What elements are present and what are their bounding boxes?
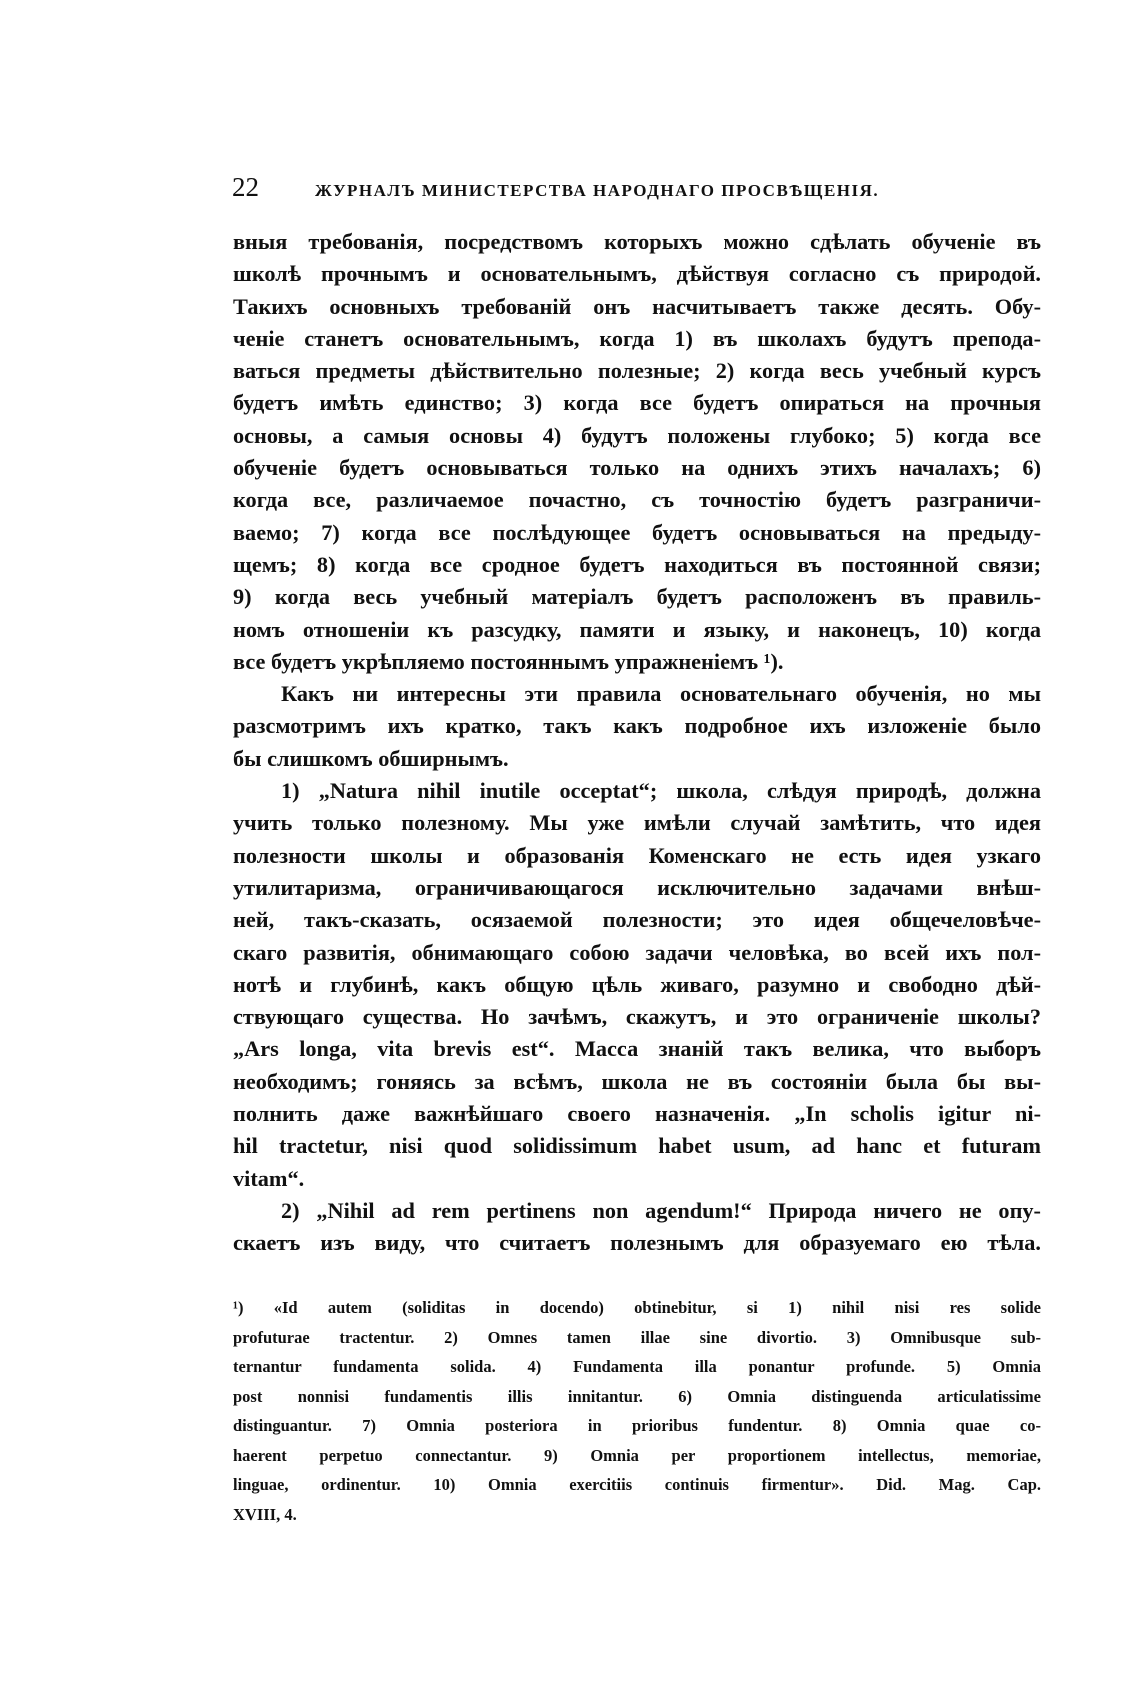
footnote-line: haerent perpetuo connectantur. 9) Omnia per proportionem intellectus, memoriae,	[233, 1445, 1041, 1465]
text-line: нотѣ и глубинѣ, какъ общую цѣль живаго, разумно и свободно дѣй-	[233, 971, 1041, 997]
text-line: 1) „Natura nihil inutile occeptat“; школа, слѣдуя природѣ, должна	[281, 778, 1041, 804]
text-line: щемъ; 8) когда все сродное будетъ находиться въ постоянной связи;	[233, 551, 1041, 577]
text-line: необходимъ; гоняясь за всѣмъ, школа не въ состояніи была бы вы-	[233, 1068, 1041, 1094]
text-line: 2) „Nihil ad rem pertinens non agendum!“ Природа ничего не опу-	[281, 1197, 1041, 1223]
text-line: утилитаризма, ограничивающагося исключительно задачами внѣш-	[233, 874, 1041, 900]
text-line: „Ars longa, vita brevis est“. Масса знаній такъ велика, что выборъ	[233, 1036, 1041, 1062]
text-line: все будетъ укрѣпляемо постояннымъ упражненіемъ ¹).	[233, 648, 784, 674]
text-line: будетъ имѣть единство; 3) когда все будетъ опираться на прочныя	[233, 390, 1041, 416]
text-line: ваемо; 7) когда все послѣдующее будетъ основываться на предыду-	[233, 519, 1041, 545]
body-text	[233, 226, 1041, 1260]
text-line: Какъ ни интересны эти правила основательнаго обученія, но мы	[281, 681, 1041, 707]
footnote-line: post nonnisi fundamentis illis innitantur. 6) Omnia distinguenda articulatissime	[233, 1386, 1041, 1406]
text-line: номъ отношеніи къ разсудку, памяти и языку, и наконецъ, 10) когда	[233, 616, 1041, 642]
footnote-line: XVIII, 4.	[233, 1504, 297, 1524]
text-line: Такихъ основныхъ требованій онъ насчитываетъ также десять. Обу-	[233, 293, 1041, 319]
running-title: ЖУРНАЛЪ МИНИСТЕРСТВА НАРОДНАГО ПРОСВѢЩЕНІЯ.	[315, 181, 880, 200]
text-line: обученіе будетъ основываться только на однихъ этихъ началахъ; 6)	[233, 455, 1041, 481]
text-line: вныя требованія, посредствомъ которыхъ можно сдѣлать обученіе въ	[233, 229, 1041, 254]
text-line: ченіе станетъ основательнымъ, когда 1) въ школахъ будутъ препода-	[233, 325, 1041, 351]
text-line: школѣ прочнымъ и основательнымъ, дѣйствуя согласно съ природой.	[233, 261, 1041, 287]
text-line: скаетъ изъ виду, что считаетъ полезнымъ для образуемаго ею тѣла.	[233, 1230, 1041, 1256]
text-line: ствующаго существа. Но зачѣмъ, скажутъ, и это ограниченіе школы?	[233, 1004, 1041, 1030]
footnote-line: linguae, ordinentur. 10) Omnia exercitiis continuis firmentur». Did. Mag. Cap.	[233, 1475, 1041, 1494]
footnote-line: profuturae tractentur. 2) Omnes tamen illae sine divortio. 3) Omnibusque sub-	[233, 1327, 1041, 1347]
text-line: полнить даже важнѣйшаго своего назначенія. „In scholis igitur ni-	[233, 1101, 1041, 1127]
text-line: учить только полезному. Мы уже имѣли случай замѣтить, что идея	[233, 810, 1041, 836]
text-line: ней, такъ-сказать, осязаемой полезности; это идея общечеловѣче-	[233, 907, 1041, 933]
footnote	[233, 1293, 1041, 1529]
text-line: ваться предметы дѣйствительно полезные; 2) когда весь учебный курсъ	[233, 358, 1041, 384]
text-line: бы слишкомъ обширнымъ.	[233, 745, 509, 771]
footnote-line: ¹) «Id autem (soliditas in docendo) obtinebitur, si 1) nihil nisi res solide	[233, 1298, 1041, 1317]
text-line: разсмотримъ ихъ кратко, такъ какъ подробное ихъ изложеніе было	[233, 713, 1041, 739]
text-line: скаго развитія, обнимающаго собою задачи человѣка, во всей ихъ пол-	[233, 939, 1041, 965]
page-header	[232, 172, 1042, 212]
text-line: основы, а самыя основы 4) будутъ положены глубоко; 5) когда все	[233, 422, 1041, 448]
text-line: hil tractetur, nisi quod solidissimum habet usum, ad hanc et futuram	[233, 1133, 1041, 1159]
text-line: когда все, различаемое почастно, съ точностію будетъ разграничи-	[233, 487, 1041, 513]
page-number: 22	[232, 172, 259, 202]
footnote-line: ternantur fundamenta solida. 4) Fundamenta illa ponantur profunde. 5) Omnia	[233, 1357, 1041, 1376]
text-line: полезности школы и образованія Коменскаго не есть идея узкаго	[233, 842, 1041, 868]
text-line: 9) когда весь учебный матеріалъ будетъ расположенъ въ правиль-	[233, 584, 1041, 610]
footnote-line: distinguantur. 7) Omnia posteriora in prioribus fundentur. 8) Omnia quae co-	[233, 1416, 1041, 1435]
text-line: vitam“.	[233, 1165, 305, 1191]
